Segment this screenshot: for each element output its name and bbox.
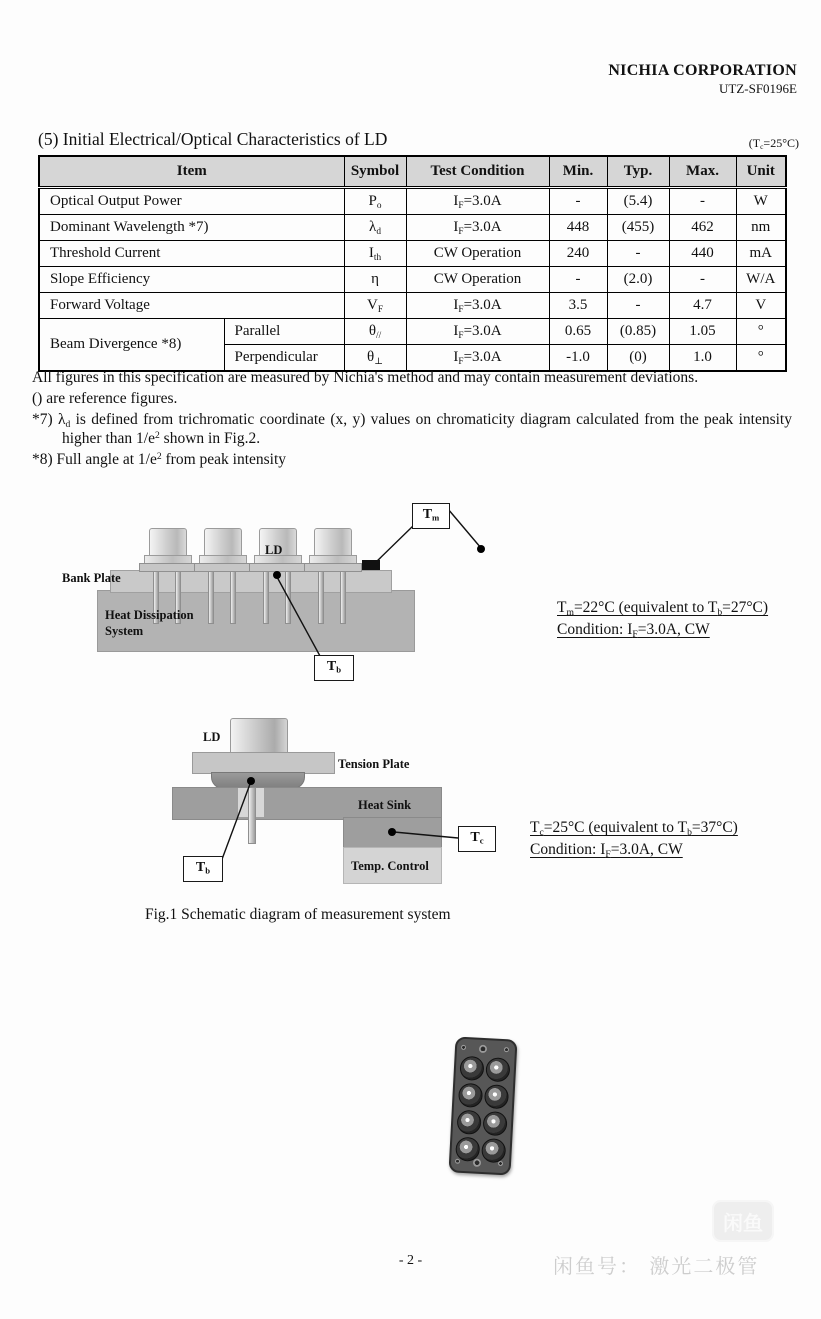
to-can-1	[139, 528, 195, 570]
max-cell: 440	[669, 241, 736, 267]
to-can-2	[194, 528, 250, 570]
condition-cell: CW Operation	[406, 241, 549, 267]
symbol-cell: $I_{th}$	[344, 241, 406, 267]
max-cell: 1.0	[669, 345, 736, 372]
fig1-caption: Fig.1 Schematic diagram of measurement system	[145, 906, 451, 923]
condition-cell: CW Operation	[406, 267, 549, 293]
footnotes	[32, 369, 792, 472]
sub-item-cell: Parallel	[224, 319, 344, 345]
unit-cell: mA	[736, 241, 786, 267]
tension-plate-label: Tension Plate	[338, 757, 410, 771]
typ-cell: -	[607, 241, 669, 267]
tb-box: $T_b$	[183, 856, 223, 882]
section-title: (5) Initial Electrical/Optical Characteristics of LD	[38, 129, 388, 149]
ld-label: LD	[265, 543, 283, 557]
typ-cell: (0.85)	[607, 319, 669, 345]
tc-box: $T_c$	[458, 826, 496, 852]
bank-plate-label: Bank Plate	[62, 571, 121, 585]
footnote-reference: () are reference figures.	[32, 389, 178, 407]
tm-sensor	[362, 560, 380, 570]
item-cell: Optical Output Power	[39, 188, 344, 215]
min-cell: 3.5	[549, 293, 607, 319]
document-id: UTZ-SF0196E	[719, 81, 797, 96]
tm-box: $T_m$	[412, 503, 450, 529]
min-cell: -	[549, 188, 607, 215]
ld-pin	[248, 787, 256, 844]
document-header	[608, 61, 797, 97]
min-cell: 240	[549, 241, 607, 267]
typ-cell: (455)	[607, 215, 669, 241]
drive-condition-line: Condition: $I_F=3.0A$, CW	[530, 841, 683, 860]
table-row	[39, 215, 786, 241]
col-item: Item	[39, 156, 344, 188]
sub-item-cell: Perpendicular	[224, 345, 344, 372]
fig1-top-conditions	[557, 597, 768, 641]
tb-box: $T_b$	[314, 655, 354, 681]
condition-cell: $I_F=3.0A$	[406, 293, 549, 319]
unit-cell: °	[736, 319, 786, 345]
min-cell: 0.65	[549, 319, 607, 345]
min-cell: -1.0	[549, 345, 607, 372]
table-row	[39, 241, 786, 267]
temp-control-label: Temp. Control	[351, 859, 429, 873]
table-row	[39, 319, 786, 345]
table-row	[39, 267, 786, 293]
unit-cell: W	[736, 188, 786, 215]
tb-measure-dot	[247, 777, 255, 785]
tension-plate-shape	[192, 752, 335, 774]
company-name: NICHIA CORPORATION	[608, 62, 797, 79]
ld-pin	[340, 570, 346, 624]
item-cell: Slope Efficiency	[39, 267, 344, 293]
condition-cell: $I_F=3.0A$	[406, 319, 549, 345]
ld-pin	[208, 570, 214, 624]
item-cell: Beam Divergence *8)	[39, 319, 224, 372]
max-cell: 4.7	[669, 293, 736, 319]
laser-bank-module	[448, 1036, 517, 1175]
ld-pin	[285, 570, 291, 624]
item-cell: Threshold Current	[39, 241, 344, 267]
max-cell: 1.05	[669, 319, 736, 345]
case-temp-note: $(T_c=25^\circ C)$	[748, 136, 799, 152]
ld-pin	[263, 570, 269, 624]
symbol-cell: $V_F$	[344, 293, 406, 319]
ld-pin	[318, 570, 324, 624]
unit-cell: °	[736, 345, 786, 372]
page-number: - 2 -	[398, 1253, 423, 1268]
table-row	[39, 188, 786, 215]
to-can-4	[304, 528, 360, 570]
min-cell: -	[549, 267, 607, 293]
col-symbol: Symbol	[344, 156, 406, 188]
col-max: Max.	[669, 156, 736, 188]
tb-measure-dot	[273, 571, 281, 579]
unit-cell: nm	[736, 215, 786, 241]
col-min: Min.	[549, 156, 607, 188]
fig1-bottom-conditions	[530, 817, 738, 861]
ld-can-cap	[230, 718, 288, 754]
condition-cell: $I_F=3.0A$	[406, 345, 549, 372]
unit-cell: W/A	[736, 267, 786, 293]
table-row	[39, 293, 786, 319]
tc-measure-dot	[388, 828, 396, 836]
ld-pin	[230, 570, 236, 624]
max-cell: -	[669, 267, 736, 293]
tm-condition-line: $T_m=22^\circ C$ (equivalent to $T_b=27^\circ C$)	[557, 599, 769, 618]
item-cell: Dominant Wavelength *7)	[39, 215, 344, 241]
min-cell: 448	[549, 215, 607, 241]
symbol-cell: $P_o$	[344, 188, 406, 215]
max-cell: -	[669, 188, 736, 215]
footnote-deviations: All figures in this specification are measured by Nichia's method and may contain measurement deviations.	[32, 369, 699, 386]
symbol-cell: η	[344, 267, 406, 293]
fig1-top-diagram	[0, 500, 821, 695]
heat-sink-label: Heat Sink	[358, 798, 412, 812]
heat-dissipation-label: Heat Dissipation System	[105, 608, 194, 638]
characteristics-table	[38, 155, 787, 372]
typ-cell: -	[607, 293, 669, 319]
item-cell: Forward Voltage	[39, 293, 344, 319]
tm-measure-dot	[477, 545, 485, 553]
typ-cell: (2.0)	[607, 267, 669, 293]
watermark-text: 闲鱼号： 激光二极管	[553, 1254, 760, 1278]
symbol-cell: $\theta_\perp$	[344, 345, 406, 372]
symbol-cell: $\theta_{//}$	[344, 319, 406, 345]
max-cell: 462	[669, 215, 736, 241]
xianyu-badge-icon: 闲鱼	[712, 1200, 774, 1242]
typ-cell: (0)	[607, 345, 669, 372]
tc-condition-line: $T_c=25^\circ C$ (equivalent to $T_b=37^\circ C$)	[530, 819, 738, 838]
col-test-condition: Test Condition	[406, 156, 549, 188]
typ-cell: (5.4)	[607, 188, 669, 215]
symbol-cell: $\lambda_d$	[344, 215, 406, 241]
condition-cell: $I_F=3.0A$	[406, 188, 549, 215]
table-header-row	[39, 156, 786, 188]
condition-cell: $I_F=3.0A$	[406, 215, 549, 241]
unit-cell: V	[736, 293, 786, 319]
footnote-8: *8) Full angle at $1/e^2$ from peak intensity	[32, 450, 287, 468]
drive-condition-line: Condition: $I_F=3.0A$, CW	[557, 621, 710, 640]
col-unit: Unit	[736, 156, 786, 188]
ld-label: LD	[203, 730, 221, 744]
fig1-bottom-diagram	[0, 712, 821, 897]
footnote-7: *7) $\lambda_d$ is defined from trichromatic coordinate (x, y) values on chromaticity diagram calculated from the peak intensity higher than $1/e^2$ shown in Fig.2.	[32, 410, 792, 447]
col-typ: Typ.	[607, 156, 669, 188]
